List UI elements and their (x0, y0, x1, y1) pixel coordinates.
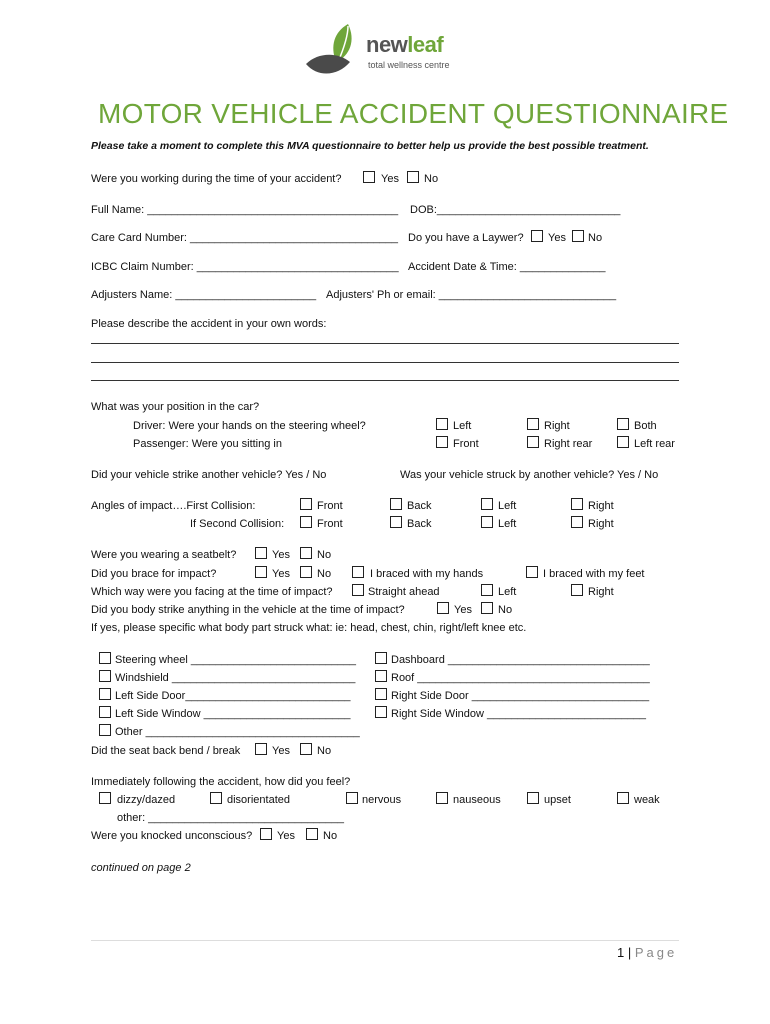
seatbelt-no-label: No (317, 549, 332, 561)
facing-left-label: Left (498, 586, 517, 598)
unconscious-no-checkbox[interactable] (306, 828, 318, 840)
right-side-door-checkbox[interactable] (375, 688, 387, 700)
nauseous-label: nauseous (453, 794, 501, 806)
adjuster-phone-field[interactable]: Adjusters' Ph or email: _____________________________ (326, 289, 617, 301)
brace-yes-checkbox[interactable] (255, 566, 267, 578)
passenger-right-rear-checkbox[interactable] (527, 436, 539, 448)
second-back-label: Back (407, 518, 432, 530)
dizzy-label: dizzy/dazed (117, 794, 176, 806)
unconscious-yes-label: Yes (277, 830, 295, 842)
driver-left-label: Left (453, 420, 472, 432)
windshield-checkbox[interactable] (99, 670, 111, 682)
brace-feet-checkbox[interactable] (526, 566, 538, 578)
other-part-checkbox[interactable] (99, 724, 111, 736)
upset-label: upset (544, 794, 571, 806)
lawyer-question: Do you have a Laywer? (408, 232, 524, 244)
facing-right-checkbox[interactable] (571, 584, 583, 596)
facing-right-label: Right (588, 586, 614, 598)
steering-wheel-checkbox[interactable] (99, 652, 111, 664)
brand-tagline: total wellness centre (368, 60, 450, 70)
full-name-field[interactable]: Full Name: _________________________________________ (91, 204, 399, 216)
first-back-checkbox[interactable] (390, 498, 402, 510)
icbc-claim-field[interactable]: ICBC Claim Number: _________________________________ (91, 261, 399, 273)
passenger-left-rear-checkbox[interactable] (617, 436, 629, 448)
left-side-window-checkbox[interactable] (99, 706, 111, 718)
describe-label: Please describe the accident in your own words: (91, 318, 327, 330)
brace-no-checkbox[interactable] (300, 566, 312, 578)
driver-right-label: Right (544, 420, 570, 432)
second-left-label: Left (498, 518, 517, 530)
second-right-label: Right (588, 518, 614, 530)
weak-checkbox[interactable] (617, 792, 629, 804)
disorientated-checkbox[interactable] (210, 792, 222, 804)
body-strike-no-checkbox[interactable] (481, 602, 493, 614)
seat-back-no-checkbox[interactable] (300, 743, 312, 755)
roof-label: Roof ______________________________________ (391, 672, 650, 684)
facing-left-checkbox[interactable] (481, 584, 493, 596)
page-title: MOTOR VEHICLE ACCIDENT QUESTIONNAIRE (98, 98, 729, 129)
roof-checkbox[interactable] (375, 670, 387, 682)
passenger-front-checkbox[interactable] (436, 436, 448, 448)
first-right-label: Right (588, 500, 614, 512)
seat-back-no-label: No (317, 745, 332, 757)
page-number: 1 | Page (617, 945, 678, 960)
right-side-window-checkbox[interactable] (375, 706, 387, 718)
first-front-checkbox[interactable] (300, 498, 312, 510)
working-yes-label: Yes (381, 173, 399, 185)
driver-both-label: Both (634, 420, 657, 432)
seatbelt-question: Were you wearing a seatbelt? (91, 549, 237, 561)
driver-left-checkbox[interactable] (436, 418, 448, 430)
seat-back-question: Did the seat back bend / break (91, 745, 241, 757)
describe-line-2[interactable] (91, 362, 679, 363)
working-question: Were you working during the time of your accident? (91, 173, 342, 185)
brace-question: Did you brace for impact? (91, 568, 217, 580)
adjuster-name-field[interactable]: Adjusters Name: _______________________ (91, 289, 317, 301)
second-collision-label: If Second Collision: (190, 518, 285, 530)
first-left-checkbox[interactable] (481, 498, 493, 510)
brace-hands-checkbox[interactable] (352, 566, 364, 578)
passenger-left-rear-label: Left rear (634, 438, 675, 450)
windshield-label: Windshield ______________________________ (115, 672, 356, 684)
first-right-checkbox[interactable] (571, 498, 583, 510)
brace-yes-label: Yes (272, 568, 290, 580)
footer-divider (91, 940, 679, 941)
passenger-question: Passenger: Were you sitting in (133, 438, 282, 450)
second-front-checkbox[interactable] (300, 516, 312, 528)
care-card-field[interactable]: Care Card Number: __________________________________ (91, 232, 399, 244)
describe-line-1[interactable] (91, 343, 679, 344)
brace-no-label: No (317, 568, 332, 580)
passenger-right-rear-label: Right rear (544, 438, 593, 450)
passenger-front-label: Front (453, 438, 479, 450)
lawyer-yes-checkbox[interactable] (531, 230, 543, 242)
position-question: What was your position in the car? (91, 401, 260, 413)
left-side-door-label: Left Side Door___________________________ (115, 690, 351, 702)
steering-wheel-label: Steering wheel ___________________________ (115, 654, 357, 666)
second-right-checkbox[interactable] (571, 516, 583, 528)
body-strike-no-label: No (498, 604, 513, 616)
dashboard-label: Dashboard _________________________________ (391, 654, 650, 666)
seat-back-yes-checkbox[interactable] (255, 743, 267, 755)
left-side-window-label: Left Side Window ________________________ (115, 708, 351, 720)
working-no-checkbox[interactable] (407, 171, 419, 183)
unconscious-question: Were you knocked unconscious? (91, 830, 253, 842)
first-back-label: Back (407, 500, 432, 512)
nervous-checkbox[interactable] (346, 792, 358, 804)
dob-field[interactable]: DOB:______________________________ (410, 204, 621, 216)
body-part-instruction: If yes, please specific what body part struck what: ie: head, chest, chin, right/left knee etc. (91, 622, 527, 634)
seatbelt-yes-checkbox[interactable] (255, 547, 267, 559)
driver-both-checkbox[interactable] (617, 418, 629, 430)
leaf-logo-icon (304, 22, 364, 80)
right-side-door-label: Right Side Door _____________________________ (391, 690, 650, 702)
second-front-label: Front (317, 518, 343, 530)
nervous-label: nervous (362, 794, 402, 806)
body-strike-yes-label: Yes (454, 604, 472, 616)
dashboard-checkbox[interactable] (375, 652, 387, 664)
second-left-checkbox[interactable] (481, 516, 493, 528)
feel-other-field[interactable]: other: ________________________________ (117, 812, 344, 824)
lawyer-yes-label: Yes (548, 232, 566, 244)
seat-back-yes-label: Yes (272, 745, 290, 757)
unconscious-no-label: No (323, 830, 338, 842)
first-front-label: Front (317, 500, 343, 512)
weak-label: weak (634, 794, 660, 806)
first-left-label: Left (498, 500, 517, 512)
facing-straight-label: Straight ahead (368, 586, 440, 598)
feel-question: Immediately following the accident, how did you feel? (91, 776, 351, 788)
brace-hands-label: I braced with my hands (370, 568, 484, 580)
driver-right-checkbox[interactable] (527, 418, 539, 430)
brace-feet-label: I braced with my feet (543, 568, 645, 580)
accident-date-field[interactable]: Accident Date & Time: ______________ (408, 261, 606, 273)
nauseous-checkbox[interactable] (436, 792, 448, 804)
lawyer-no-checkbox[interactable] (572, 230, 584, 242)
seatbelt-yes-label: Yes (272, 549, 290, 561)
intro-text: Please take a moment to complete this MVA questionnaire to better help us provide the best possible treatment. (91, 140, 649, 152)
disorientated-label: disorientated (227, 794, 290, 806)
facing-question: Which way were you facing at the time of impact? (91, 586, 333, 598)
working-yes-checkbox[interactable] (363, 171, 375, 183)
lawyer-no-label: No (588, 232, 603, 244)
body-strike-question: Did you body strike anything in the vehicle at the time of impact? (91, 604, 405, 616)
working-no-label: No (424, 173, 439, 185)
describe-line-3[interactable] (91, 380, 679, 381)
seatbelt-no-checkbox[interactable] (300, 547, 312, 559)
strike-question: Did your vehicle strike another vehicle? Yes / No (91, 469, 327, 481)
left-side-door-checkbox[interactable] (99, 688, 111, 700)
driver-question: Driver: Were your hands on the steering wheel? (133, 420, 366, 432)
other-part-label: Other ___________________________________ (115, 726, 360, 738)
right-side-window-label: Right Side Window __________________________ (391, 708, 647, 720)
unconscious-yes-checkbox[interactable] (260, 828, 272, 840)
second-back-checkbox[interactable] (390, 516, 402, 528)
brand-name: newleaf (366, 32, 444, 57)
dizzy-checkbox[interactable] (99, 792, 111, 804)
upset-checkbox[interactable] (527, 792, 539, 804)
first-collision-label: Angles of impact….First Collision: (91, 500, 256, 512)
continued-note: continued on page 2 (91, 862, 191, 874)
struck-question: Was your vehicle struck by another vehicle? Yes / No (400, 469, 659, 481)
facing-straight-checkbox[interactable] (352, 584, 364, 596)
body-strike-yes-checkbox[interactable] (437, 602, 449, 614)
